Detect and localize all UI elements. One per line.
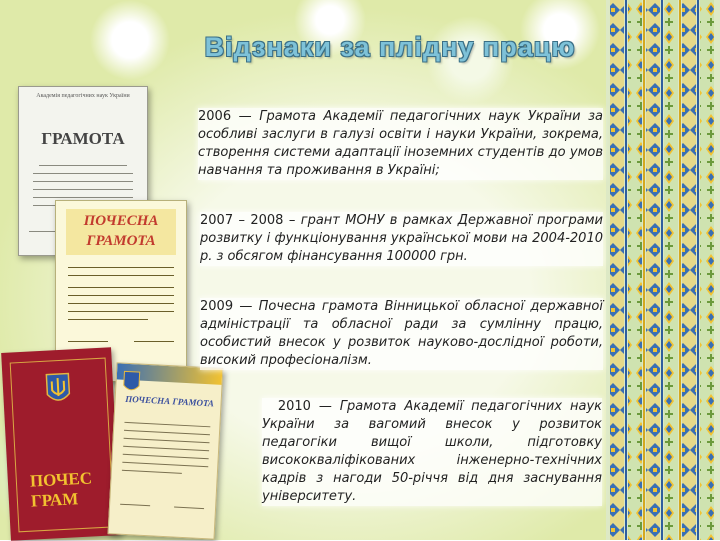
certificate-title-line1: ПОЧЕСНА [83,213,159,229]
folder-title-line1: ПОЧЕС [29,468,93,491]
award-text: – грант МОНУ в рамках Державної програми розвитку і функціонування української мови на 2004-2010 р. з обсягом фінансування 100000 грн. [200,213,604,264]
award-2010 [262,398,602,506]
certificate-image-pochesna-2 [108,362,224,539]
award-2006 [198,108,603,180]
award-text: — Грамота Академії педагогічних наук України за вагомий внесок у розвиток педагогіки вищої школи, підготовку висококваліфікованих інженерно-технічних кадрів з нагоди 50-річчя від дня заснування університету. [262,399,602,504]
award-year: 2006 [198,109,232,124]
award-2007-2008 [200,212,603,266]
trident-emblem-icon [122,370,141,395]
certificate-title: ГРАМОТА [41,129,125,148]
certificate-folder-red [1,347,121,540]
certificate-header: Академія педагогічних наук України [36,93,130,99]
certificate-title-line2: ГРАМОТА [86,233,156,249]
trident-emblem-icon [44,371,72,406]
award-text: — Почесна грамота Вінницької обласної державної адміністрації та обласної ради за сумлінну працю, особистий внесок у розвиток науково-дослідної роботи, високий професіоналізм. [200,299,603,368]
certificate-title: ПОЧЕСНА ГРАМОТА [125,393,215,409]
ukrainian-ornament-border [606,0,720,540]
award-year: 2007 – 2008 [200,213,284,228]
award-year: 2010 [277,399,311,414]
slide-title: Відзнаки за плідну працю [204,32,576,62]
folder-title-line2: ГРАМ [30,489,79,511]
award-text: — Грамота Академії педагогічних наук України за особливі заслуги в галузі освіти і науки України, зокрема, створення системи адаптації іноземних студентів до умов навчання та проживання в Україні; [198,109,603,178]
award-2009 [200,298,603,370]
award-year: 2009 [200,299,234,314]
